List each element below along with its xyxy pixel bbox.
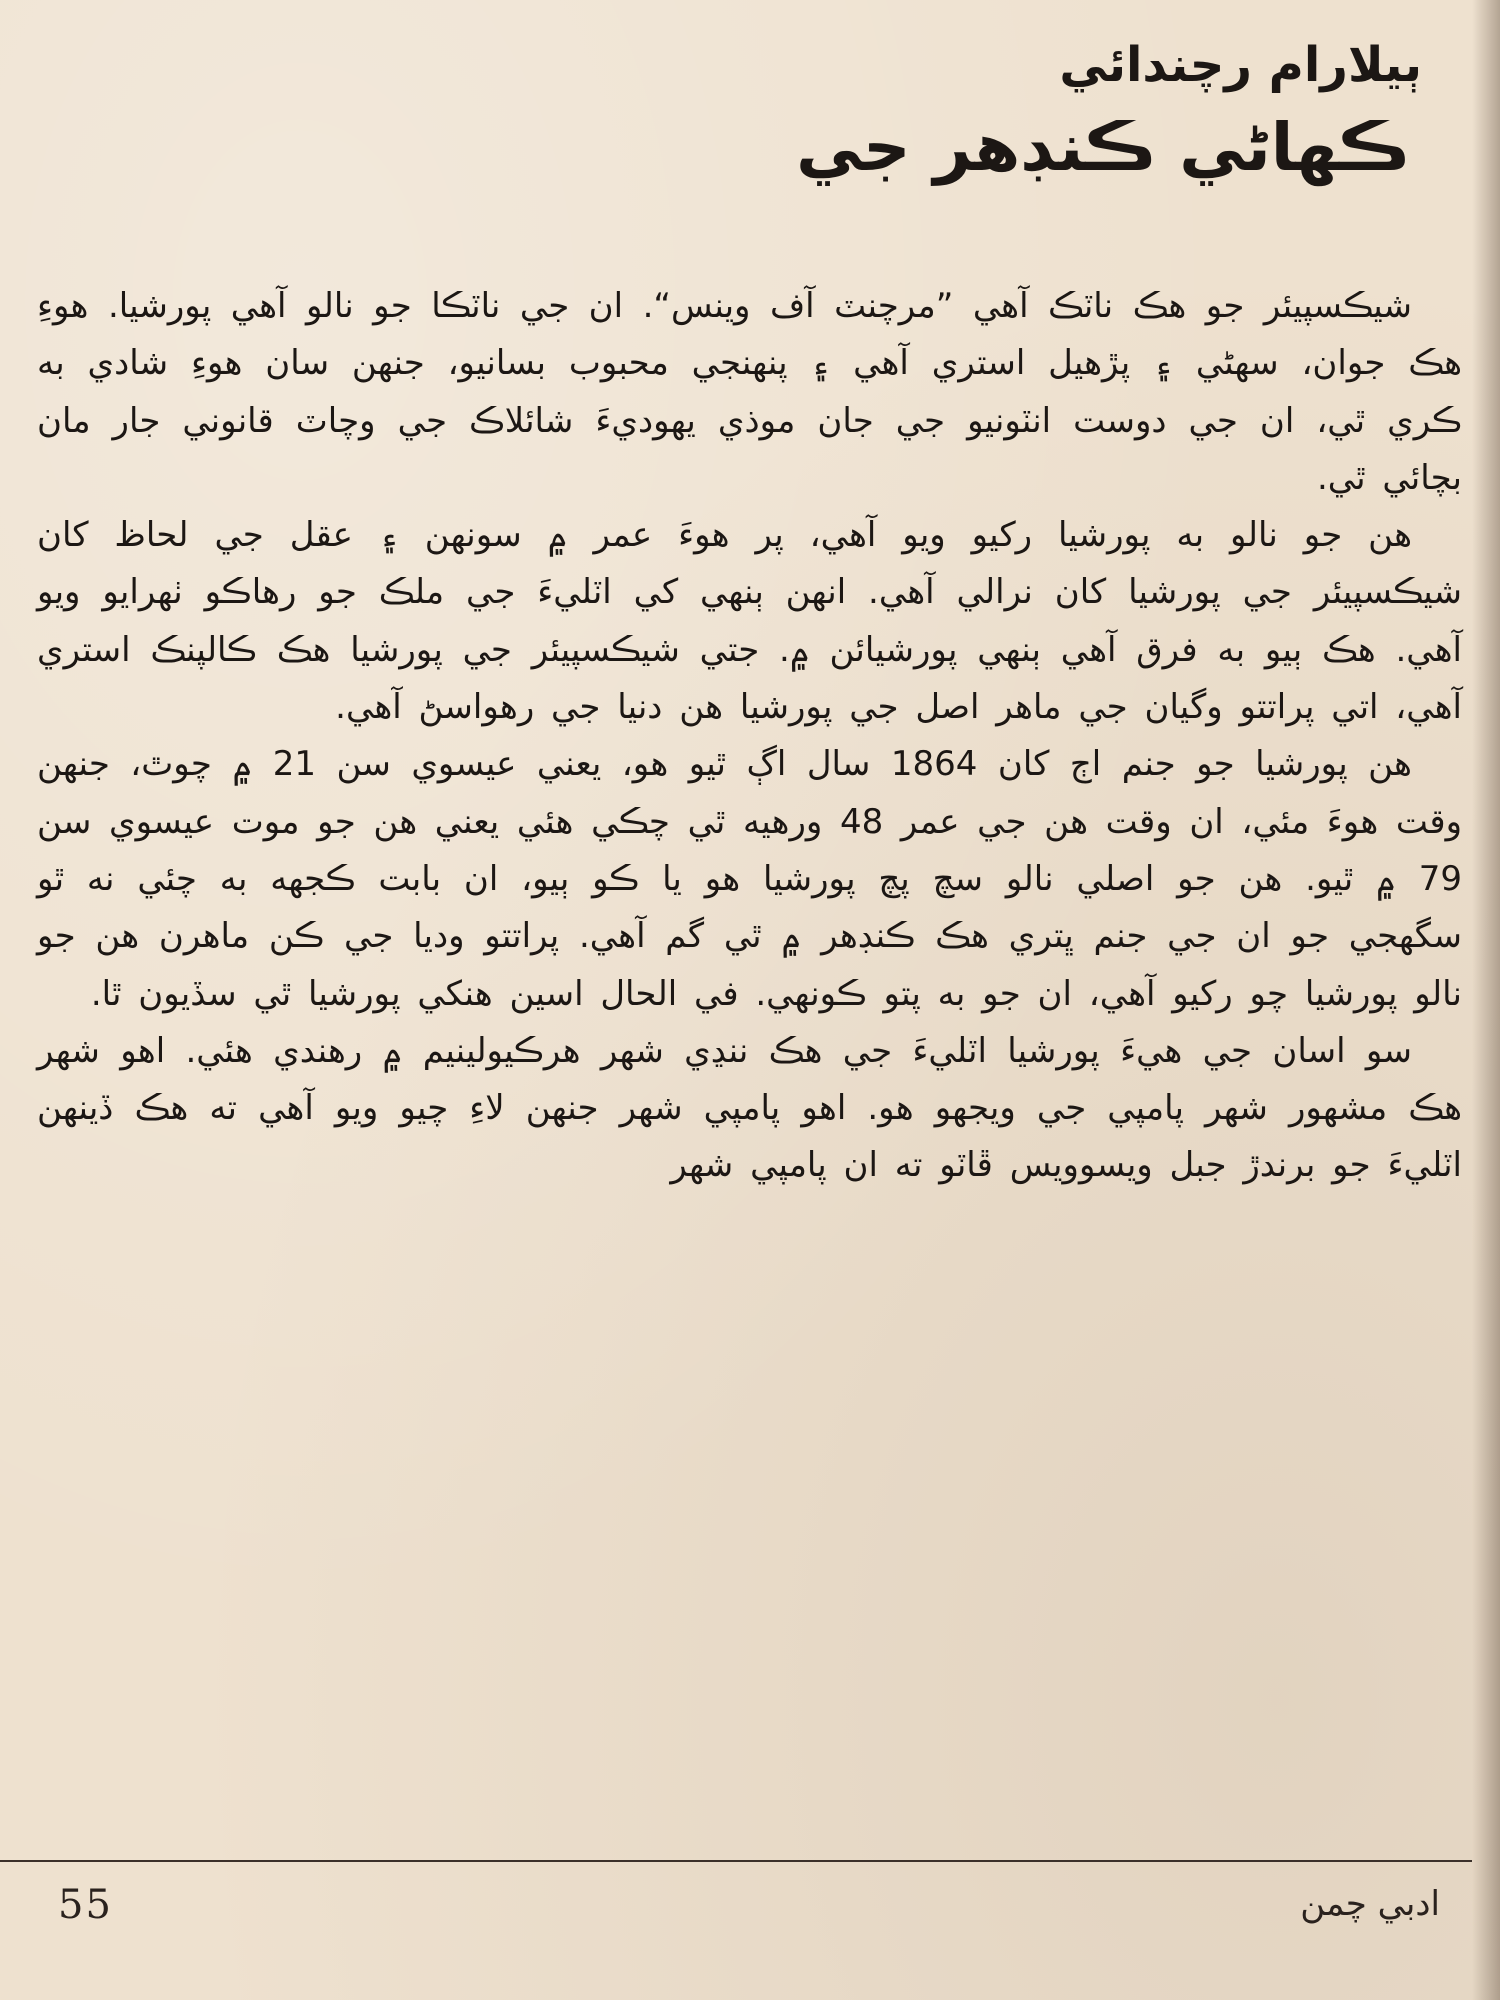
article-title: ڪهاڻي ڪنڊهر جي: [796, 109, 1410, 186]
magazine-name: ادبي چمن: [1300, 1884, 1440, 1924]
paragraph-2: هن جو نالو به پورشيا رکيو ويو آهي، پر هوءَ عمر ۾ سونهن ۽ عقل جي لحاظ کان شيڪسپيئر جي پورشيا کان نرالي آهي. انهن ٻنهي کي اٽليءَ جي ملڪ جو رهاڪو ٺهرايو ويو آهي. هڪ ٻيو به فرق آهي ٻنهي پورشيائن ۾. جتي شيڪسپيئر جي پورشيا هڪ ڪالپنڪ استري آهي، اتي پراتتو وگيان جي ماهر اصل جي پورشيا هن دنيا جي رهواسڻ آهي.: [37, 515, 1462, 728]
article-header: [340, 30, 1440, 196]
footer-divider: [0, 1860, 1472, 1862]
spine-shadow: [1472, 0, 1500, 2000]
paragraph-4: سو اسان جي هيءَ پورشيا اٽليءَ جي هڪ ننڍي شهر هرڪيولينيم ۾ رهندي هئي. اهو شهر هڪ مشهور شهر پامپي جي ويجهو هو. اهو پامپي شهر جنهن لاءِ چيو ويو آهي ته هڪ ڏينهن اٽليءَ جو برندڙ جبل ويسوويس ڦاٽو ته ان پامپي شهر: [37, 1030, 1462, 1186]
article-body: [37, 278, 1462, 1195]
article-author: ٻيلارام رچندائي: [1059, 37, 1422, 93]
page-footer: [0, 1872, 1500, 1952]
paragraph-1: شيڪسپيئر جو هڪ ناٽڪ آهي ”مرچنٽ آف وينس“. ان جي ناٽڪا جو نالو آهي پورشيا. هوءِ هڪ جوان، سهڻي ۽ پڙهيل استري آهي ۽ پنهنجي محبوب بسانيو، جنهن سان هوءِ شادي به ڪري ٿي، ان جي دوست انٽونيو جي جان موذي يهوديءَ شائلاڪ جي وچاٽ قانوني جار مان بچائي ٿي.: [37, 286, 1462, 498]
paragraph-3: هن پورشيا جو جنم اڄ کان 1864 سال اڳ ٿيو هو، يعني عيسوي سن 21 ۾ چوٿ، جنهن وقت هوءَ مئي، ان وقت هن جي عمر 48 ورهيه ٿي چڪي هئي يعني هن جو موت عيسوي سن 79 ۾ ٿيو. هن جو اصلي نالو سچ پچ پورشيا هو يا ڪو ٻيو، ان بابت ڪجهه به چئي نه ٿو سگهجي جو ان جي جنم ڀتري هڪ ڪنڊهر ۾ ٿي گم آهي. پراتتو وديا جي ڪن ماهرن هن جو نالو پورشيا چو رکيو آهي، ان جو به پتو ڪونهي. في الحال اسين هنکي پورشيا ٿي سڏيون ٿا.: [37, 744, 1462, 1014]
page-number: 55: [58, 1882, 113, 1928]
